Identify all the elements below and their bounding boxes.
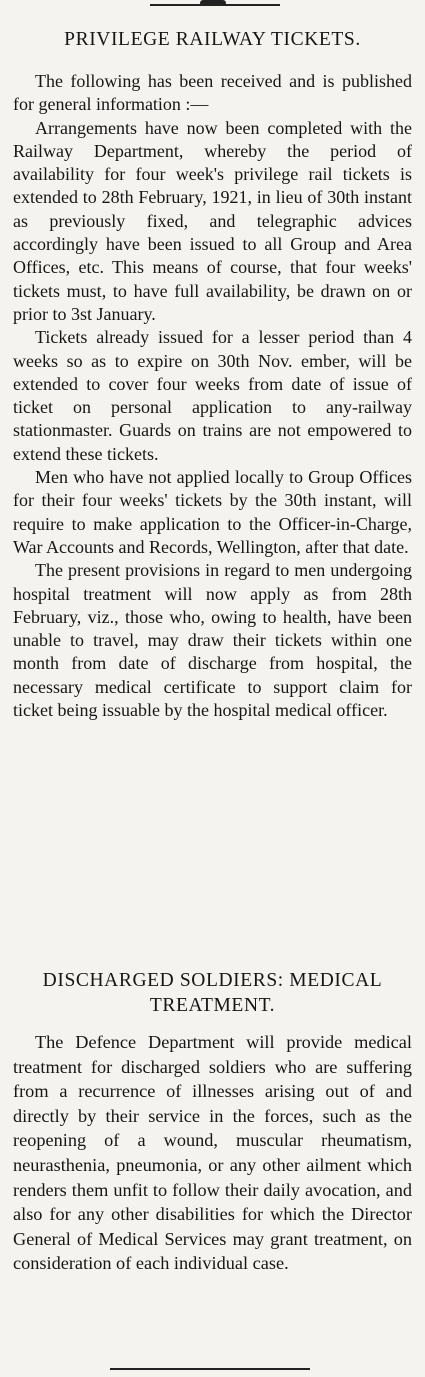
paragraph: Tickets already issued for a lesser period than 4 weeks so as to expire on 30th Nov. ember, will be extended to cover four weeks from date of issue of ticket on personal application to any-railway stationmaster. Guards on trains are not empowered to extend these tickets. bbox=[13, 327, 412, 464]
bottom-divider-rule bbox=[110, 1368, 310, 1370]
paragraph: The following has been received and is published for general information :— bbox=[13, 71, 412, 115]
paragraph: The Defence Department will provide medical treatment for discharged soldiers who are suffering from a recurrence of illnesses arising out of and directly by their service in the forces, such as the reopening of a wound, muscular rheumatism, neurasthenia, pneumonia, or any other ailment which renders them unfit to follow their daily avocation, and also for any other disabilities for which the Director General of Medical Services may grant treatment, on consideration of each individual case. bbox=[13, 1032, 412, 1274]
section-heading-railway-tickets: PRIVILEGE RAILWAY TICKETS. bbox=[64, 29, 361, 50]
section-body-medical-treatment bbox=[13, 1030, 412, 1276]
section-body-railway-tickets bbox=[13, 70, 412, 722]
section-heading-medical-treatment: DISCHARGED SOLDIERS: MEDICAL TREATMENT. bbox=[42, 970, 383, 1016]
paragraph: The present provisions in regard to men undergoing hospital treatment will now apply as from 28th February, viz., those who, owing to health, have been unable to travel, may draw their tickets within one month from date of discharge from hospital, the necessary medical certificate to support claim for ticket being issuable by the hospital medical officer. bbox=[13, 560, 412, 721]
top-divider-ornament bbox=[200, 0, 226, 6]
paragraph: Arrangements have now been completed with the Railway Department, whereby the period of availability for four week's privilege rail tickets is extended to 28th February, 1921, in lieu of 30th instant as previously fixed, and telegraphic advices accordingly have been issued to all Group and Area Offices, etc. This means of course, that four weeks' tickets must, to have full availability, be drawn on or prior to 3st January. bbox=[13, 117, 412, 324]
paragraph: Men who have not applied locally to Group Offices for their four weeks' tickets by the 30th instant, will require to make application to the Officer-in-Charge, War Accounts and Records, Wellington, after that date. bbox=[13, 467, 412, 557]
